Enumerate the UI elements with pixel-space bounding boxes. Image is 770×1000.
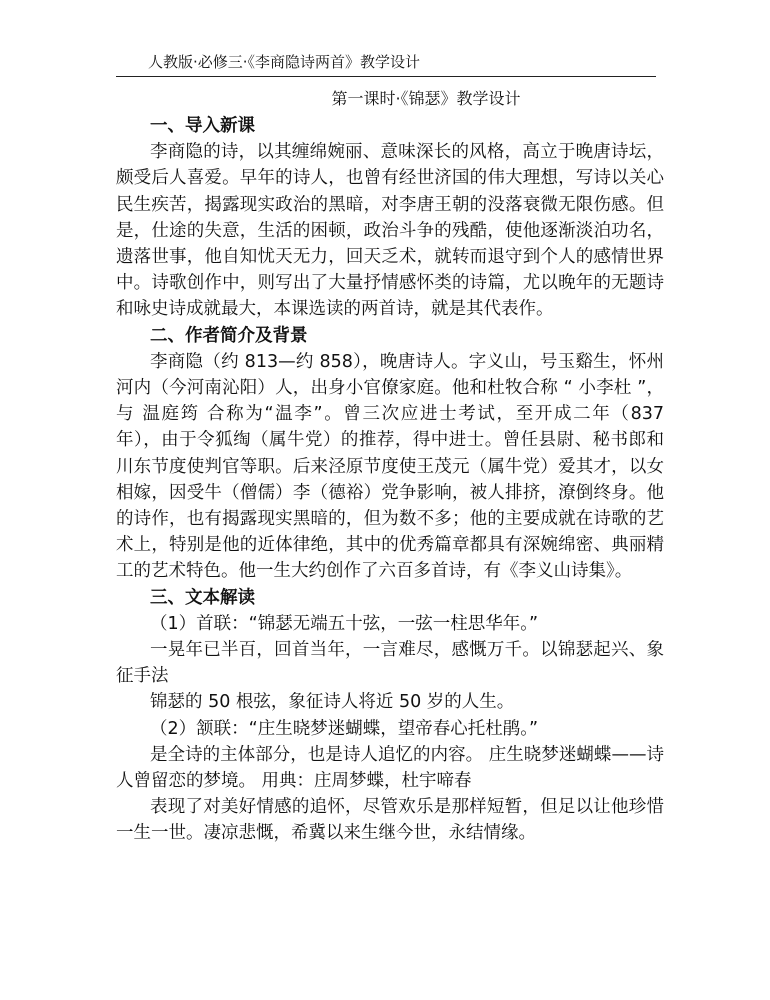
paragraph-first-couplet-note: 一晃年已半百，回首当年，一言难尽，感慨万千。以锦瑟起兴、象征手法	[116, 640, 664, 687]
paragraph-second-couplet-note: 是全诗的主体部分，也是诗人追忆的内容。 庄生晓梦迷蝴蝶——诗人曾留恋的梦境。 用典：庄周梦蝶，杜宇啼春	[116, 744, 664, 792]
section-heading-intro: 一、导入新课	[150, 116, 255, 136]
document-body	[116, 87, 664, 847]
document-title: 第一课时·《锦瑟》教学设计	[331, 89, 521, 108]
header-divider	[116, 76, 656, 77]
page-header: 人教版·必修三·《李商隐诗两首》教学设计	[148, 53, 421, 71]
paragraph-author: 李商隐（约 813—约 858），晚唐诗人。字义山，号玉谿生，怀州河内（今河南沁阳）人，出身小官僚家庭。他和杜牧合称 “ 小李杜 ”，与 温庭筠 合称为“温李”。曾三次应进士考试，至开成二年（837 年），由于令狐绹（属牛党）的推荐，得中进士。曾任县尉、秘书郎和川东节度使判官等职。后来泾原节度使王茂元（属牛党）爱其才，以女相嫁，因受牛（僧儒）李（德裕）党争影响，被人排挤，潦倒终身。他的诗作，也有揭露现实黑暗的，但为数不多；他的主要成就在诗歌的艺术上，特别是他的近体律绝，其中的优秀篇章都具有深婉绵密、典丽精工的艺术特色。他一生大约创作了六百多首诗，有《李义山诗集》。	[116, 351, 664, 582]
section-heading-text-analysis: 三、文本解读	[150, 587, 255, 608]
paragraph-emotion-note: 表现了对美好情感的追怀，尽管欢乐是那样短暂，但足以让他珍惜一生一世。凄凉悲慨，希冀以来生继今世，永结情缘。	[116, 797, 664, 844]
paragraph-intro: 李商隐的诗，以其缠绵婉丽、意味深长的风格，高立于晚唐诗坛，颇受后人喜爱。早年的诗人，也曾有经世济国的伟大理想，写诗以关心民生疾苦，揭露现实政治的黑暗，对李唐王朝的没落衰微无限伤感。但是，仕途的失意，生活的困顿，政治斗争的残酷，使他逐渐淡泊功名，遗落世事，他自知忧天无力，回天乏术，就转而退守到个人的感情世界中。诗歌创作中，则写出了大量抒情感怀类的诗篇，尤以晚年的无题诗和咏史诗成就最大，本课选读的两首诗，就是其代表作。	[116, 142, 664, 320]
paragraph-first-couplet: （1）首联：“锦瑟无端五十弦，一弦一柱思华年。”	[150, 613, 539, 634]
paragraph-second-couplet: （2）颔联：“庄生晓梦迷蝴蝶，望帝春心托杜鹃。”	[150, 718, 539, 739]
section-heading-author: 二、作者简介及背景	[150, 325, 308, 346]
paragraph-strings-symbol: 锦瑟的 50 根弦，象征诗人将近 50 岁的人生。	[150, 692, 515, 713]
